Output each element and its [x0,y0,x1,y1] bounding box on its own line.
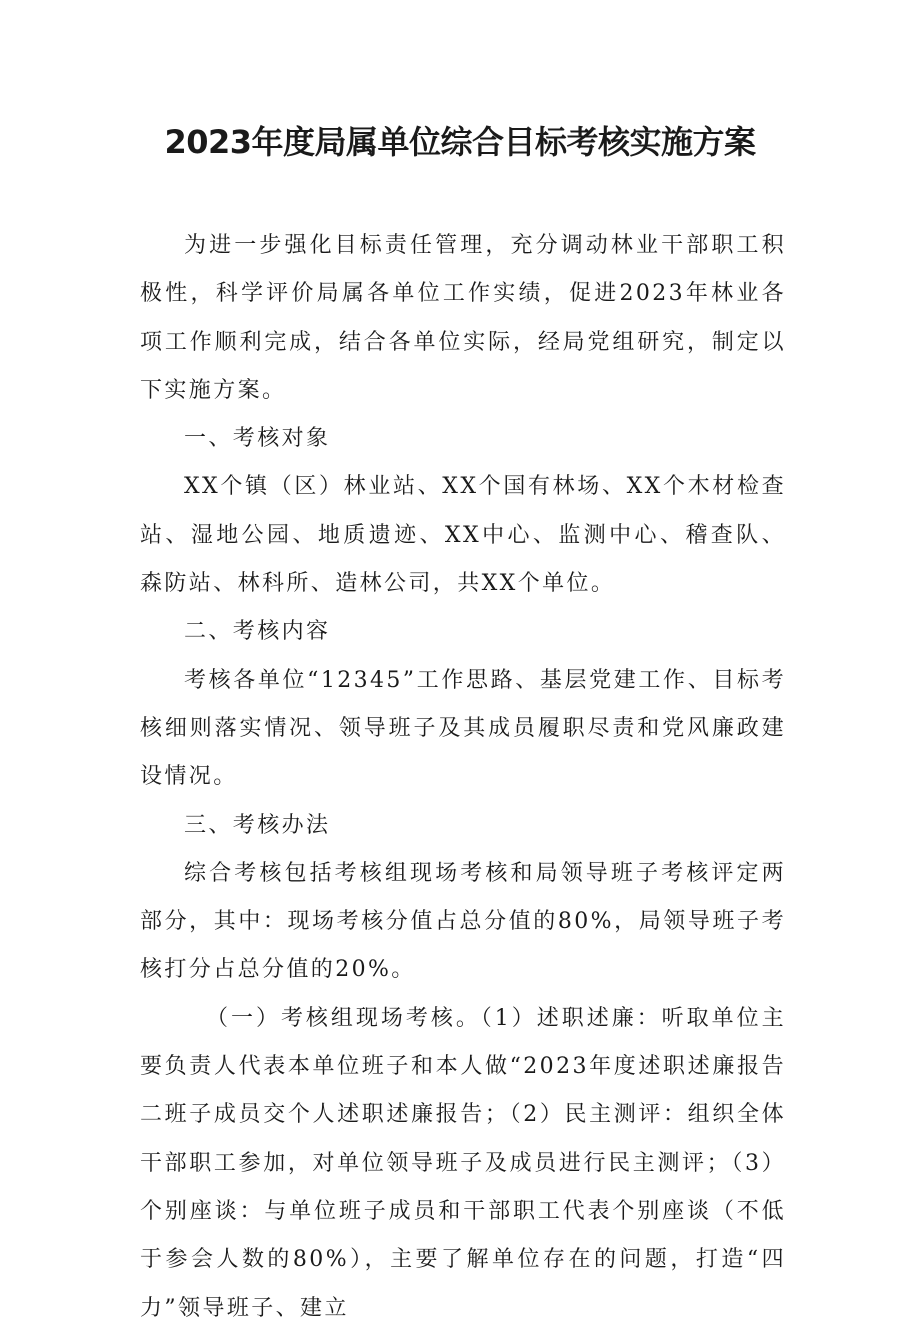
content-paragraph: 考核各单位“12345”工作思路、基层党建工作、目标考核细则落实情况、领导班子及其成员履职尽责和党风廉政建设情况。 [140,667,786,790]
document-body [140,222,786,1333]
methods-paragraph: 综合考核包括考核组现场考核和局领导班子考核评定两部分，其中：现场考核分值占总分值的80%，局领导班子考核打分占总分值的20%。 [140,860,786,983]
section-heading-targets: 一、考核对象 [184,426,331,452]
targets-paragraph: XX个镇（区）林业站、XX个国有林场、XX个木材检查站、湿地公园、地质遗迹、XX中心、监测中心、稽查队、森防站、林科所、造林公司，共XX个单位。 [140,474,786,597]
intro-paragraph: 为进一步强化目标责任管理，充分调动林业干部职工积极性，科学评价局属各单位工作实绩，促进2023年林业各项工作顺利完成，结合各单位实际，经局党组研究，制定以下实施方案。 [140,233,786,403]
document-title: 2023年度局属单位综合目标考核实施方案 [164,123,756,161]
section-heading-content: 二、考核内容 [184,619,331,645]
section-heading-methods: 三、考核办法 [184,812,331,838]
onsite-assessment-paragraph: （一）考核组现场考核。（1）述职述廉：听取单位主要负责人代表本单位班子和本人做“2023年度述职述廉报告二班子成员交个人述职述廉报告；（2）民主测评：组织全体干部职工参加，对单位领导班子及成员进行民主测评；（3）个别座谈：与单位班子成员和干部职工代表个别座谈（不低于参会人数的80%），主要了解单位存在的问题，打造“四力”领导班子、建立 [140,1005,786,1321]
